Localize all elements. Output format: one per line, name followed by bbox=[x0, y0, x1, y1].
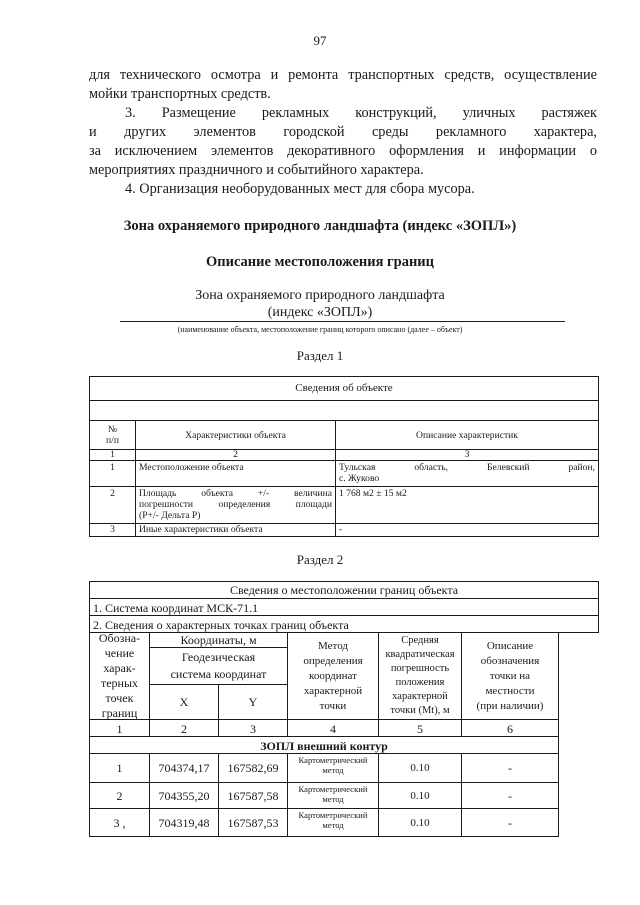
header-description: Описание характеристик bbox=[335, 420, 599, 450]
characteristic-line: погрешности определения площади bbox=[139, 499, 332, 510]
error: 0.10 bbox=[378, 808, 462, 837]
header-x: X bbox=[149, 684, 219, 720]
table-title: Сведения об объекте bbox=[89, 376, 599, 401]
point-description: - bbox=[461, 753, 559, 783]
method: Картометрический метод bbox=[287, 782, 379, 809]
coord-y: 167587,53 bbox=[218, 808, 288, 837]
coord-x: 704374,17 bbox=[149, 753, 219, 783]
row-number: 3 bbox=[89, 523, 136, 537]
paragraph-line: мойки транспортных средств. bbox=[89, 86, 271, 102]
description-line: с. Жуково bbox=[339, 473, 380, 484]
row-characteristic: Иные характеристики объекта bbox=[135, 523, 336, 537]
col-number: 6 bbox=[461, 719, 559, 737]
section1-title: Раздел 1 bbox=[296, 348, 344, 363]
point-id: 3 , bbox=[89, 808, 150, 837]
characteristic-line: (Р+/- Дельта Р) bbox=[139, 510, 201, 521]
point-id: 1 bbox=[89, 753, 150, 783]
points-info-row: 2. Сведения о характерных точках границ объекта bbox=[89, 615, 599, 633]
row-number: 2 bbox=[89, 486, 136, 524]
list-item-3-line: за исключением элементов декоративного оформления и информации о bbox=[89, 143, 597, 159]
header-point-description: Описание обозначения точки на местности (при наличии) bbox=[461, 632, 559, 720]
table-empty-row bbox=[89, 400, 599, 421]
contour-row: ЗОПЛ внешний контур bbox=[89, 736, 559, 754]
coord-x: 704319,48 bbox=[149, 808, 219, 837]
description-title: Описание местоположения границ bbox=[205, 254, 435, 270]
header-error: Средняя квадратическая погрешность положения характерной точки (Mt), м bbox=[378, 632, 462, 720]
col-number: 2 bbox=[135, 449, 336, 461]
row-characteristic: Местоположение объекта bbox=[135, 460, 336, 487]
header-method: Метод определения координат характерной точки bbox=[287, 632, 379, 720]
method: Картометрический метод bbox=[287, 753, 379, 783]
underline-rule bbox=[120, 321, 565, 322]
col-number: 5 bbox=[378, 719, 462, 737]
coord-x: 704355,20 bbox=[149, 782, 219, 809]
error: 0.10 bbox=[378, 753, 462, 783]
object-caption: (наименование объекта, местоположение границ которого описано (далее – объект) bbox=[177, 325, 463, 334]
col-number: 3 bbox=[218, 719, 288, 737]
header-coordinates: Координаты, м bbox=[149, 632, 288, 648]
col-number: 1 bbox=[89, 719, 150, 737]
description-line: Тульская область, Белевский район, bbox=[339, 462, 595, 473]
point-id: 2 bbox=[89, 782, 150, 809]
error: 0.10 bbox=[378, 782, 462, 809]
list-item-3-line: мероприятиях праздничного и событийного характера. bbox=[89, 162, 424, 178]
col-number: 3 bbox=[335, 449, 599, 461]
page-number: 97 bbox=[313, 33, 327, 48]
coordinate-system-row: 1. Система координат МСК-71.1 bbox=[89, 598, 599, 616]
list-item-4: 4. Организация необорудованных мест для сбора мусора. bbox=[125, 181, 475, 197]
coord-y: 167582,69 bbox=[218, 753, 288, 783]
point-description: - bbox=[461, 782, 559, 809]
row-description: 1 768 м2 ± 15 м2 bbox=[335, 486, 599, 524]
header-number: № п/п bbox=[89, 420, 136, 450]
col-number: 2 bbox=[149, 719, 219, 737]
col-number: 4 bbox=[287, 719, 379, 737]
object-name-line2: (индекс «ЗОПЛ») bbox=[267, 305, 373, 320]
row-characteristic bbox=[135, 486, 336, 524]
coord-y: 167587,58 bbox=[218, 782, 288, 809]
method: Картометрический метод bbox=[287, 808, 379, 837]
row-description: - bbox=[335, 523, 599, 537]
row-description bbox=[335, 460, 599, 487]
list-item-3-line: и других элементов городской среды рекламного характера, bbox=[89, 124, 597, 140]
header-characteristics: Характеристики объекта bbox=[135, 420, 336, 450]
point-description: - bbox=[461, 808, 559, 837]
list-item-3-line: 3. Размещение рекламных конструкций, уличных растяжек bbox=[125, 105, 597, 121]
header-geodetic-system: Геодезическая система координат bbox=[149, 647, 288, 685]
characteristic-line: Площадь объекта +/- величина bbox=[139, 488, 332, 499]
header-y: Y bbox=[218, 684, 288, 720]
table-title: Сведения о местоположении границ объекта bbox=[89, 581, 599, 599]
col-number: 1 bbox=[89, 449, 136, 461]
row-number: 1 bbox=[89, 460, 136, 487]
section2-title: Раздел 2 bbox=[296, 552, 344, 567]
paragraph-line: для технического осмотра и ремонта транспортных средств, осуществление bbox=[89, 67, 597, 83]
object-name-line1: Зона охраняемого природного ландшафта bbox=[195, 288, 445, 303]
zone-title: Зона охраняемого природного ландшафта (индекс «ЗОПЛ») bbox=[123, 218, 517, 234]
header-point-designation: Обозна- чение харак- терных точек границ bbox=[89, 632, 150, 720]
